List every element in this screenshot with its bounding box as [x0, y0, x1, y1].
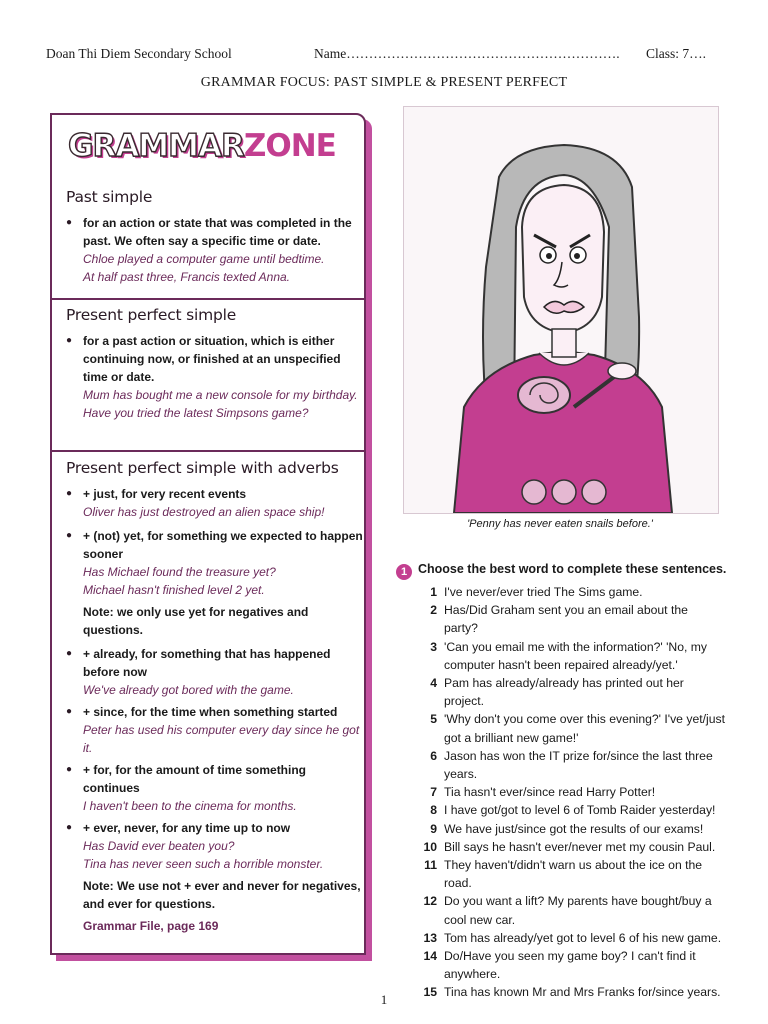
question-text: Do/Have you seen my game boy? I can't find it anywhere.	[444, 949, 696, 982]
exercise-question	[405, 838, 725, 856]
question-text: They haven't/didn't warn us about the ice on the road.	[444, 858, 703, 891]
adverb-since: ● + since, for the time when something started	[66, 703, 364, 721]
question-text: Tia hasn't ever/since read Harry Potter!	[444, 785, 656, 800]
adverb-since-example: Peter has used his computer every day since he got it.	[83, 723, 360, 755]
question-number: 4	[430, 676, 437, 691]
question-number: 8	[430, 803, 437, 818]
question-number: 6	[430, 748, 437, 763]
question-text: Do you want a lift? My parents have bought/buy a cool new car.	[444, 894, 712, 927]
class-field: Class: 7….	[646, 46, 707, 61]
school-name: Doan Thi Diem Secondary School	[46, 46, 232, 61]
question-text: Tina has known Mr and Mrs Franks for/since years.	[444, 985, 721, 1000]
adverb-already-example: We've already got bored with the game.	[83, 683, 294, 697]
exercise-question	[405, 638, 725, 674]
question-number: 10	[423, 839, 437, 854]
question-text: Jason has won the IT prize for/since the last three years.	[444, 748, 713, 782]
grammar-zone-logo: GRAMMARZONE	[68, 128, 336, 164]
adverb-ever-never: ● + ever, never, for any time up to now	[66, 819, 364, 837]
past-simple-heading: Past simple	[66, 188, 153, 206]
name-field: Name…………………………………………………….	[314, 46, 620, 61]
present-perfect-example-2: Have you tried the latest Simpsons game?	[83, 406, 309, 420]
question-number: 12	[423, 894, 437, 909]
past-simple-example-2: At half past three, Francis texted Anna.	[83, 270, 290, 284]
exercise-question	[405, 747, 725, 783]
section-divider	[52, 298, 364, 300]
question-text: 'Why don't you come over this evening?' I've yet/just got a brilliant new game!'	[444, 712, 725, 745]
adverb-for: ● + for, for the amount of time something continues	[66, 761, 364, 797]
question-text: Tom has already/yet got to level 6 of his new game.	[444, 930, 722, 945]
exercise-question	[405, 783, 725, 801]
present-perfect-example-1: Mum has bought me a new console for my birthday.	[83, 388, 358, 402]
section-divider	[52, 450, 364, 452]
penny-cartoon-icon	[404, 107, 718, 513]
question-number: 9	[430, 821, 437, 836]
cartoon-illustration	[403, 106, 719, 514]
exercise-question	[405, 710, 725, 746]
question-text: 'Can you email me with the information?' 'No, my computer hasn't been repaired already/yet.'	[444, 639, 708, 672]
question-text: We have just/since got the results of our exams!	[444, 821, 704, 836]
exercise-question	[405, 601, 725, 637]
question-text: I've never/ever tried The Sims game.	[444, 585, 643, 599]
question-text: Pam has already/already has printed out her project.	[444, 676, 684, 709]
adverbs-section	[66, 459, 364, 933]
exercise-question	[405, 801, 725, 819]
question-number: 2	[430, 603, 437, 618]
exercise-question	[405, 892, 725, 928]
exercise-question	[405, 820, 725, 838]
past-simple-example-1: Chloe played a computer game until bedtime.	[83, 252, 325, 266]
adverb-ever-example-2: Tina has never seen such a horrible monster.	[83, 857, 324, 871]
exercise-question	[405, 674, 725, 710]
adverb-yet-example-1: Has Michael found the treasure yet?	[83, 565, 276, 579]
present-perfect-heading: Present perfect simple	[66, 306, 237, 324]
adverb-already: ● + already, for something that has happened before now	[66, 645, 364, 681]
adverb-ever-example-1: Has David ever beaten you?	[83, 839, 235, 853]
question-text: Has/Did Graham sent you an email about the party?	[444, 603, 688, 636]
yet-note: Note: we only use yet for negatives and questions.	[83, 605, 309, 637]
question-text: I have got/got to level 6 of Tomb Raider yesterday!	[444, 803, 716, 818]
question-number: 3	[430, 639, 437, 654]
adverb-just-example: Oliver has just destroyed an alien space ship!	[83, 505, 325, 519]
exercise-question	[405, 856, 725, 892]
question-number: 1	[430, 585, 437, 599]
question-number: 7	[430, 785, 437, 800]
past-simple-rule: ● for an action or state that was completed in the past. We often say a specific time or date.	[66, 214, 364, 250]
question-number: 11	[424, 858, 437, 873]
exercise-instruction: 1 Choose the best word to complete these sentences.	[396, 562, 726, 580]
adverb-for-example: I haven't been to the cinema for months.	[83, 799, 297, 813]
ever-note: Note: We use not + ever and never for negatives, and ever for questions.	[83, 879, 361, 911]
adverb-yet-example-2: Michael hasn't finished level 2 yet.	[83, 583, 265, 597]
grammar-file-reference: Grammar File, page 169	[83, 919, 219, 933]
question-number: 5	[430, 712, 437, 727]
exercise-question	[405, 583, 725, 601]
page-number: 1	[380, 992, 388, 1007]
adverb-yet: ● + (not) yet, for something we expected to happen sooner	[66, 527, 364, 563]
exercise-number-icon: 1	[396, 564, 412, 580]
adverbs-heading: Present perfect simple with adverbs	[66, 459, 339, 477]
present-perfect-section	[66, 306, 364, 422]
question-number: 14	[423, 949, 437, 964]
grammar-zone-box	[50, 113, 366, 955]
illustration-caption: 'Penny has never eaten snails before.'	[467, 518, 653, 530]
present-perfect-rule: ● for a past action or situation, which is either continuing now, or finished at an unspecified time or date.	[66, 332, 364, 386]
question-text: Bill says he hasn't ever/never met my cousin Paul.	[444, 839, 716, 854]
question-number: 13	[423, 930, 437, 945]
question-number: 15	[423, 985, 437, 1000]
exercise-question-list	[405, 583, 725, 1002]
page-title: GRAMMAR FOCUS: PAST SIMPLE & PRESENT PERFECT	[200, 75, 568, 90]
past-simple-section	[66, 188, 364, 286]
exercise-question	[405, 947, 725, 983]
exercise-question	[405, 929, 725, 947]
adverb-just: ● + just, for very recent events	[66, 485, 364, 503]
